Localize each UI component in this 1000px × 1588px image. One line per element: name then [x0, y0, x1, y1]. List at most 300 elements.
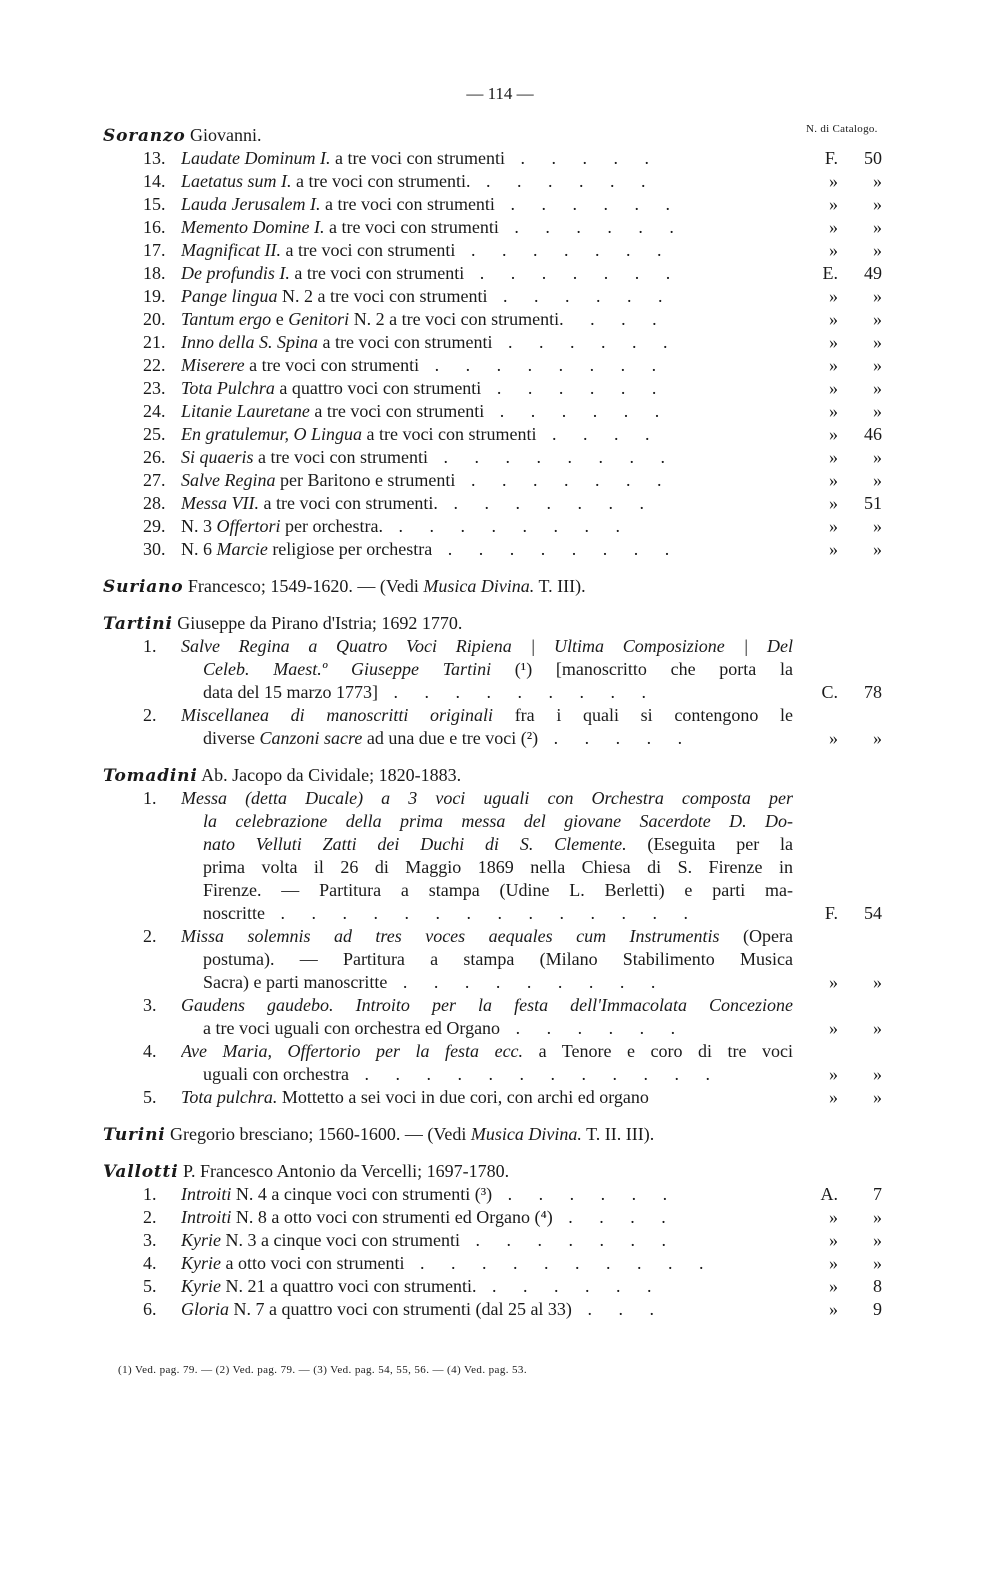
- entry-line: [0, 1017, 1000, 1040]
- work-title: Litanie Lauretane: [181, 401, 310, 421]
- catalog-entry: [0, 262, 1000, 285]
- entry-text: [203, 856, 793, 879]
- work-title: Tota Pulchra: [181, 378, 275, 398]
- composer-heading: [103, 575, 823, 598]
- catalog-number: [796, 1086, 886, 1109]
- composer-section: [0, 124, 1000, 561]
- work-title: Messa VII.: [181, 493, 259, 513]
- composer-info: Giuseppe da Pirano d'Istria; 1692 1770.: [172, 613, 463, 633]
- entry-text: [181, 170, 793, 193]
- entry-number: 20.: [143, 309, 166, 329]
- catalog-number: [796, 400, 886, 423]
- entry-number: 15.: [143, 194, 166, 214]
- entry-line: [0, 538, 1000, 561]
- entry-text: [181, 925, 793, 948]
- catalog-letter: »: [829, 424, 838, 444]
- work-title: Ave Maria, Offertorio per la festa ecc.: [181, 1041, 524, 1061]
- work-title: Celeb. Maest.º Giuseppe Tartini: [203, 659, 492, 679]
- entry-line: [0, 1229, 1000, 1252]
- catalog-value: 49: [864, 263, 882, 283]
- entry-text: [203, 879, 793, 902]
- catalog-entry: [0, 446, 1000, 469]
- work-title: la celebrazione della prima messa del giovane Sacerdote D. Do-: [203, 811, 793, 831]
- entry-number: 3.: [143, 995, 157, 1015]
- catalog-value: »: [873, 355, 882, 375]
- catalog-value: »: [873, 1207, 882, 1227]
- catalog-letter: »: [829, 1087, 838, 1107]
- work-title: Gloria: [181, 1299, 230, 1319]
- catalog-value: »: [873, 972, 882, 992]
- catalog-letter: »: [829, 309, 838, 329]
- leader-dots: . . . . . .: [494, 194, 681, 214]
- entry-description: a tre voci con strumenti: [330, 148, 505, 168]
- entry-line: [0, 787, 1000, 810]
- entry-text: [203, 810, 793, 833]
- catalog-letter: »: [829, 516, 838, 536]
- entry-line: [0, 681, 1000, 704]
- section-gap: [0, 1109, 1000, 1123]
- work-title: Kyrie: [181, 1230, 221, 1250]
- catalog-value: »: [873, 1018, 882, 1038]
- composer-info-text: T. II. III).: [581, 1124, 655, 1144]
- entry-description: postuma). — Partitura a stampa (Milano Stabilimento Musica: [203, 949, 793, 969]
- leader-dots: . . . . . .: [492, 332, 679, 352]
- catalog-entry: [0, 216, 1000, 239]
- catalog-number: [796, 377, 886, 400]
- catalog-number: [796, 971, 886, 994]
- work-title: Messa (detta Ducale) a 3 voci uguali con Orchestra composta per: [181, 788, 793, 808]
- catalog-value: »: [873, 240, 882, 260]
- catalog-number: [796, 681, 886, 704]
- leader-dots: . . . . . .: [481, 378, 668, 398]
- catalog-number: [796, 1183, 886, 1206]
- work-title: Kyrie: [181, 1253, 221, 1273]
- entry-description: noscritte: [203, 903, 265, 923]
- entry-text: [203, 948, 793, 971]
- entry-description: a tre voci con strumenti: [280, 240, 456, 260]
- entry-line: [0, 704, 1000, 727]
- entry-line: [0, 423, 1000, 446]
- catalog-letter: »: [829, 355, 838, 375]
- entry-description: per orchestra.: [280, 516, 383, 536]
- entry-text: [181, 1275, 793, 1298]
- leader-dots: . . . . .: [504, 148, 660, 168]
- entry-description: N. 4 a cinque voci con strumenti (³): [231, 1184, 493, 1204]
- composer-heading: [103, 1123, 823, 1146]
- work-title: Offertori: [216, 516, 281, 536]
- entry-line: [0, 515, 1000, 538]
- entry-line: [0, 1063, 1000, 1086]
- catalog-letter: »: [829, 332, 838, 352]
- catalog-number: [796, 1275, 886, 1298]
- composer-heading: [103, 124, 823, 147]
- catalog-value: 7: [873, 1184, 882, 1204]
- entry-text: [181, 469, 793, 492]
- catalog-entry: [0, 515, 1000, 538]
- catalog-number: [796, 239, 886, 262]
- catalog-value: 8: [873, 1276, 882, 1296]
- catalog-entry: [0, 308, 1000, 331]
- entry-description: a quattro voci con strumenti: [274, 378, 482, 398]
- section-gap: [0, 1146, 1000, 1160]
- entry-description: a tre voci con strumenti.: [291, 171, 471, 191]
- entry-line: [0, 216, 1000, 239]
- entry-description: a tre voci con strumenti: [244, 355, 420, 375]
- composer-info-text: Francesco; 1549-1620. — (Vedi: [183, 576, 424, 596]
- catalog-entry: [0, 787, 1000, 925]
- catalog-number: [796, 216, 886, 239]
- entry-text: [181, 239, 793, 262]
- catalog-number: [796, 308, 886, 331]
- entry-number: 18.: [143, 263, 166, 283]
- leader-dots: . . . .: [559, 309, 668, 329]
- leader-dots: . . . . . . . . .: [377, 682, 657, 702]
- work-title: Gaudens gaudebo. Introito per la festa dell'Immacolata Concezione: [181, 995, 793, 1015]
- composer-info-text: Gregorio bresciano; 1560-1600. — (Vedi: [165, 1124, 471, 1144]
- entry-line: [0, 1040, 1000, 1063]
- entry-line: [0, 400, 1000, 423]
- entry-number: 2.: [143, 1207, 157, 1227]
- work-title: Miscellanea di manoscritti originali: [181, 705, 494, 725]
- catalog-number: [796, 147, 886, 170]
- leader-dots: . . . . . .: [470, 171, 657, 191]
- entry-description: ad una due e tre voci (²): [362, 728, 539, 748]
- entry-text: [181, 193, 793, 216]
- composer-info: Giovanni.: [185, 125, 262, 145]
- entry-line: [0, 1206, 1000, 1229]
- entry-text: [181, 285, 793, 308]
- entry-line: [0, 1298, 1000, 1321]
- composer-section: [0, 1160, 1000, 1321]
- entry-line: [0, 354, 1000, 377]
- leader-dots: . . . . . .: [476, 1276, 663, 1296]
- entry-number: 1.: [143, 1184, 157, 1204]
- catalog-letter: »: [829, 217, 838, 237]
- catalog-letter: C.: [821, 682, 838, 702]
- entry-line: [0, 1086, 1000, 1109]
- entry-line: [0, 147, 1000, 170]
- entry-line: [0, 1183, 1000, 1206]
- entry-line: [0, 1275, 1000, 1298]
- entry-line: [0, 902, 1000, 925]
- leader-dots: . . . . . .: [498, 217, 685, 237]
- entry-text: [181, 1086, 793, 1109]
- catalog-number-column-header: N. di Catalogo.: [806, 123, 878, 135]
- catalog-number: [796, 285, 886, 308]
- entry-number: 5.: [143, 1276, 157, 1296]
- work-title: Tantum ergo: [181, 309, 272, 329]
- entry-number: 4.: [143, 1041, 157, 1061]
- composer-heading: [103, 764, 823, 787]
- catalog-letter: »: [829, 401, 838, 421]
- entry-line: [0, 170, 1000, 193]
- entry-number: 5.: [143, 1087, 157, 1107]
- catalog-entry: [0, 331, 1000, 354]
- catalog-letter: »: [829, 972, 838, 992]
- leader-dots: . . . .: [552, 1207, 677, 1227]
- work-title: Canzoni sacre: [259, 728, 363, 748]
- entry-description: a tre voci con strumenti: [320, 194, 495, 214]
- work-title: Tota pulchra.: [181, 1087, 278, 1107]
- catalog-letter: »: [829, 378, 838, 398]
- catalog-number: [796, 262, 886, 285]
- entry-line: [0, 446, 1000, 469]
- entry-text: [181, 446, 793, 469]
- catalog-value: »: [873, 171, 882, 191]
- entry-text: [181, 1183, 793, 1206]
- catalog-entry: [0, 239, 1000, 262]
- catalog-entry: [0, 1229, 1000, 1252]
- leader-dots: . . . . . . . .: [427, 447, 676, 467]
- catalog-letter: »: [829, 1299, 838, 1319]
- catalog-value: »: [873, 516, 882, 536]
- entry-description: Mottetto a sei voci in due cori, con archi ed organo: [277, 1087, 649, 1107]
- catalog-value: »: [873, 1230, 882, 1250]
- catalog-value: »: [873, 309, 882, 329]
- leader-dots: . . . . . . .: [437, 493, 655, 513]
- catalog-value: »: [873, 1064, 882, 1084]
- entry-line: [0, 925, 1000, 948]
- catalog-entry: [0, 635, 1000, 704]
- entry-description: a otto voci con strumenti: [221, 1253, 405, 1273]
- entry-number: 16.: [143, 217, 166, 237]
- catalog-letter: F.: [824, 903, 838, 923]
- catalog-entry: [0, 1040, 1000, 1086]
- entry-text: [203, 833, 793, 856]
- work-title: Magnificat II.: [181, 240, 281, 260]
- entry-number: 6.: [143, 1299, 157, 1319]
- entry-number: 4.: [143, 1253, 157, 1273]
- catalog-entry: [0, 377, 1000, 400]
- entry-description: N. 2 a tre voci con strumenti: [277, 286, 488, 306]
- entry-line: [0, 658, 1000, 681]
- catalog-value: »: [873, 194, 882, 214]
- work-title: De profundis I.: [181, 263, 290, 283]
- catalog-letter: »: [829, 1230, 838, 1250]
- catalog-listing: [0, 124, 1000, 1321]
- entry-description: (¹) [manoscritto che porta la: [491, 659, 793, 679]
- work-title: Laudate Dominum I.: [181, 148, 331, 168]
- entry-text: [203, 1063, 793, 1086]
- entry-text: [181, 1040, 793, 1063]
- catalog-entry: [0, 925, 1000, 994]
- entry-line: [0, 193, 1000, 216]
- leader-dots: . . . . . . . . .: [387, 972, 667, 992]
- catalog-entry: [0, 147, 1000, 170]
- catalog-letter: »: [829, 1064, 838, 1084]
- catalog-letter: »: [829, 728, 838, 748]
- catalog-number: [796, 354, 886, 377]
- catalog-entry: [0, 400, 1000, 423]
- work-title: Laetatus sum I.: [181, 171, 292, 191]
- entry-text: [181, 492, 793, 515]
- catalog-value: »: [873, 1087, 882, 1107]
- entry-number: 24.: [143, 401, 166, 421]
- leader-dots: . . . . . .: [487, 286, 674, 306]
- entry-number: 14.: [143, 171, 166, 191]
- entry-text: [203, 902, 793, 925]
- composer-section: [0, 612, 1000, 750]
- catalog-letter: F.: [824, 148, 838, 168]
- entry-text: [203, 727, 793, 750]
- catalog-number: [796, 538, 886, 561]
- entry-text: [181, 994, 793, 1017]
- entry-description: a tre voci uguali con orchestra ed Organo: [203, 1018, 501, 1038]
- catalog-value: 54: [864, 903, 882, 923]
- catalog-number: [796, 1206, 886, 1229]
- composer-name: Turini: [103, 1125, 166, 1145]
- leader-dots: . . . . . . .: [459, 1230, 677, 1250]
- composer-heading: [103, 612, 823, 635]
- entry-text: [181, 147, 793, 170]
- leader-dots: . . . . . . . . . . . .: [348, 1064, 721, 1084]
- entry-description: data del 15 marzo 1773]: [203, 682, 378, 702]
- entry-description: a tre voci con strumenti: [309, 401, 485, 421]
- composer-info: P. Francesco Antonio da Vercelli; 1697-1780.: [178, 1161, 510, 1181]
- entry-description: per Baritono e strumenti: [275, 470, 456, 490]
- catalog-number: [796, 446, 886, 469]
- entry-text: [181, 377, 793, 400]
- catalog-value: »: [873, 378, 882, 398]
- section-gap: [0, 598, 1000, 612]
- work-title: Kyrie: [181, 1276, 221, 1296]
- entry-description: a tre voci con strumenti.: [258, 493, 438, 513]
- catalog-number: [796, 193, 886, 216]
- entry-text: [181, 704, 793, 727]
- catalog-number: [796, 331, 886, 354]
- section-gap: [0, 561, 1000, 575]
- entry-description: N. 3: [181, 516, 217, 536]
- catalog-number: [796, 1063, 886, 1086]
- leader-dots: . . . . . . .: [455, 470, 673, 490]
- catalog-letter: »: [829, 286, 838, 306]
- entry-description: a tre voci con strumenti: [289, 263, 465, 283]
- entry-description: Firenze. — Partitura a stampa (Udine L. Berletti) e parti ma-: [203, 880, 793, 900]
- leader-dots: . . .: [571, 1299, 665, 1319]
- entry-line: [0, 331, 1000, 354]
- entry-description: N. 8 a otto voci con strumenti ed Organo (⁴): [231, 1207, 553, 1227]
- catalog-entry: [0, 994, 1000, 1040]
- leader-dots: . . . . . .: [500, 1018, 687, 1038]
- entry-text: [181, 1298, 793, 1321]
- entry-number: 27.: [143, 470, 166, 490]
- catalog-entry: [0, 492, 1000, 515]
- catalog-number: [796, 469, 886, 492]
- catalog-value: »: [873, 286, 882, 306]
- entry-description: N. 21 a quattro voci con strumenti.: [221, 1276, 477, 1296]
- entry-description: a Tenore e coro di tre voci: [523, 1041, 793, 1061]
- catalog-number: [796, 170, 886, 193]
- catalog-letter: »: [829, 1207, 838, 1227]
- entry-text: [203, 1017, 793, 1040]
- catalog-entry: [0, 1298, 1000, 1321]
- composer-info-text: Musica Divina.: [470, 1124, 582, 1144]
- leader-dots: . . . . .: [538, 728, 694, 748]
- catalog-entry: [0, 354, 1000, 377]
- catalog-value: »: [873, 728, 882, 748]
- catalog-number: [796, 1229, 886, 1252]
- work-title: Salve Regina: [181, 470, 276, 490]
- entry-description: N. 7 a quattro voci con strumenti (dal 25 al 33): [229, 1299, 572, 1319]
- catalog-value: »: [873, 447, 882, 467]
- work-title: Memento Domine I.: [181, 217, 325, 237]
- entry-text: [181, 1252, 793, 1275]
- work-title: Missa solemnis ad tres voces aequales cum Instrumentis: [181, 926, 720, 946]
- work-title: Salve Regina a Quatro Voci Ripiena | Ultima Composizione | Del: [181, 636, 793, 656]
- catalog-entry: [0, 170, 1000, 193]
- composer-name: Tartini: [103, 614, 173, 634]
- work-title: En gratulemur, O Lingua: [181, 424, 363, 444]
- entry-text: [181, 423, 793, 446]
- composer-section: [0, 575, 1000, 598]
- entry-text: [181, 216, 793, 239]
- catalog-value: »: [873, 401, 882, 421]
- catalog-number: [796, 1252, 886, 1275]
- entry-description: a tre voci con strumenti: [318, 332, 493, 352]
- catalog-number: [796, 727, 886, 750]
- catalog-letter: »: [829, 240, 838, 260]
- section-gap: [0, 750, 1000, 764]
- catalog-entry: [0, 704, 1000, 750]
- catalog-letter: »: [829, 470, 838, 490]
- leader-dots: . . . . . .: [492, 1184, 679, 1204]
- entry-line: [0, 377, 1000, 400]
- catalog-number: [796, 423, 886, 446]
- catalog-number: [796, 492, 886, 515]
- catalog-value: »: [873, 1253, 882, 1273]
- leader-dots: . . . . . .: [484, 401, 671, 421]
- entry-text: [181, 515, 793, 538]
- entry-line: [0, 727, 1000, 750]
- composer-info-text: Musica Divina.: [423, 576, 535, 596]
- composer-info: Ab. Jacopo da Cividale; 1820-1883.: [197, 765, 462, 785]
- entry-number: 26.: [143, 447, 166, 467]
- catalog-value: 78: [864, 682, 882, 702]
- composer-heading: [103, 1160, 823, 1183]
- composer-name: Suriano: [103, 577, 184, 597]
- catalog-value: »: [873, 470, 882, 490]
- entry-number: 17.: [143, 240, 166, 260]
- entry-number: 3.: [143, 1230, 157, 1250]
- composer-name: Tomadini: [103, 766, 198, 786]
- entry-description: a tre voci con strumenti: [324, 217, 499, 237]
- entry-line: [0, 856, 1000, 879]
- catalog-entry: [0, 1183, 1000, 1206]
- entry-description: a tre voci con strumenti: [362, 424, 537, 444]
- catalog-entry: [0, 285, 1000, 308]
- entry-number: 2.: [143, 926, 157, 946]
- entry-line: [0, 833, 1000, 856]
- catalog-entry: [0, 1252, 1000, 1275]
- entry-number: 13.: [143, 148, 166, 168]
- entry-text: [203, 681, 793, 704]
- catalog-number: [796, 1017, 886, 1040]
- catalog-letter: »: [829, 1253, 838, 1273]
- catalog-letter: »: [829, 1276, 838, 1296]
- catalog-entry: [0, 1206, 1000, 1229]
- leader-dots: . . . . . . .: [464, 263, 682, 283]
- entry-number: 19.: [143, 286, 166, 306]
- entry-text: [181, 400, 793, 423]
- work-title: Pange lingua: [181, 286, 278, 306]
- entry-description: e: [271, 309, 289, 329]
- catalog-value: 46: [864, 424, 882, 444]
- entry-number: 22.: [143, 355, 166, 375]
- entry-line: [0, 879, 1000, 902]
- entry-text: [181, 538, 793, 561]
- catalog-value: 9: [873, 1299, 882, 1319]
- catalog-letter: »: [829, 194, 838, 214]
